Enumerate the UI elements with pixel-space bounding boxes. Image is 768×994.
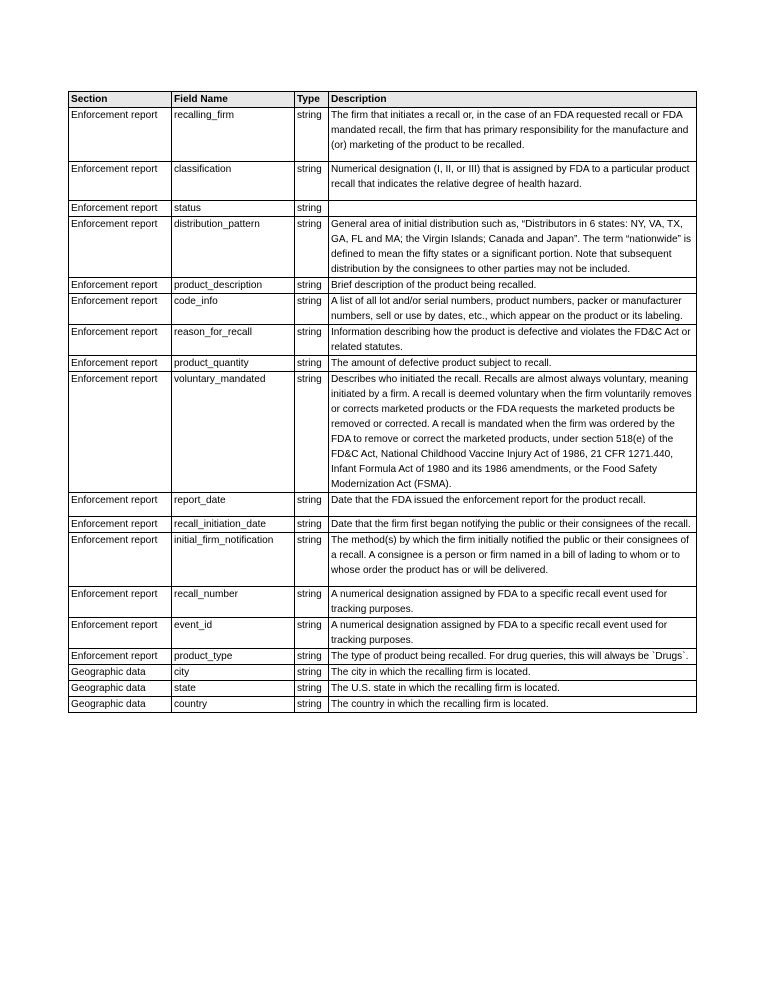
table-row	[69, 356, 697, 372]
cell-description: The city in which the recalling firm is located.	[329, 665, 697, 681]
cell-type: string	[295, 697, 329, 713]
table-row	[69, 325, 697, 356]
cell-section: Enforcement report	[69, 325, 172, 356]
cell-field-name: country	[172, 697, 295, 713]
cell-description: Information describing how the product is defective and violates the FD&C Act or related statutes.	[329, 325, 697, 356]
cell-type: string	[295, 517, 329, 533]
cell-type: string	[295, 278, 329, 294]
cell-section: Enforcement report	[69, 108, 172, 162]
cell-field-name: product_type	[172, 649, 295, 665]
header-section: Section	[69, 92, 172, 108]
cell-field-name: state	[172, 681, 295, 697]
cell-field-name: recall_initiation_date	[172, 517, 295, 533]
table-row	[69, 294, 697, 325]
header-type: Type	[295, 92, 329, 108]
table-row	[69, 618, 697, 649]
table-row	[69, 681, 697, 697]
cell-description: A list of all lot and/or serial numbers, product numbers, packer or manufacturer numbers, sell or use by dates, etc., which appear on the product or its labeling.	[329, 294, 697, 325]
cell-description: The country in which the recalling firm is located.	[329, 697, 697, 713]
cell-description: Describes who initiated the recall. Recalls are almost always voluntary, meaning initiated by a firm. A recall is deemed voluntary when the firm voluntarily removes or corrects marketed products or the FDA requests the marketed products be removed or corrected. A recall is mandated when the firm was ordered by the FDA to remove or correct the marketed products, under section 518(e) of the FD&C Act, National Childhood Vaccine Injury Act of 1986, 21 CFR 1271.440, Infant Formula Act of 1980 and its 1986 amendments, or the Food Safety Modernization Act (FSMA).	[329, 372, 697, 493]
cell-section: Geographic data	[69, 665, 172, 681]
cell-description: Date that the firm first began notifying the public or their consignees of the recall.	[329, 517, 697, 533]
cell-type: string	[295, 356, 329, 372]
cell-type: string	[295, 325, 329, 356]
cell-section: Enforcement report	[69, 587, 172, 618]
cell-type: string	[295, 533, 329, 587]
cell-description	[329, 201, 697, 217]
cell-section: Enforcement report	[69, 356, 172, 372]
cell-section: Enforcement report	[69, 533, 172, 587]
table-row	[69, 493, 697, 517]
table-row	[69, 108, 697, 162]
table-row	[69, 201, 697, 217]
cell-type: string	[295, 618, 329, 649]
table-row	[69, 697, 697, 713]
cell-type: string	[295, 372, 329, 493]
table-row	[69, 217, 697, 278]
cell-type: string	[295, 665, 329, 681]
spreadsheet-page	[68, 91, 696, 713]
table-row	[69, 372, 697, 493]
cell-section: Enforcement report	[69, 217, 172, 278]
cell-field-name: reason_for_recall	[172, 325, 295, 356]
cell-section: Enforcement report	[69, 493, 172, 517]
field-definition-table	[68, 91, 697, 713]
cell-section: Enforcement report	[69, 517, 172, 533]
cell-field-name: code_info	[172, 294, 295, 325]
cell-field-name: distribution_pattern	[172, 217, 295, 278]
cell-section: Enforcement report	[69, 162, 172, 201]
cell-section: Geographic data	[69, 681, 172, 697]
cell-section: Enforcement report	[69, 372, 172, 493]
cell-description: Date that the FDA issued the enforcement report for the product recall.	[329, 493, 697, 517]
cell-description: Brief description of the product being recalled.	[329, 278, 697, 294]
header-description: Description	[329, 92, 697, 108]
cell-field-name: product_description	[172, 278, 295, 294]
cell-field-name: recall_number	[172, 587, 295, 618]
table-row	[69, 665, 697, 681]
cell-section: Enforcement report	[69, 278, 172, 294]
cell-type: string	[295, 217, 329, 278]
header-row	[69, 92, 697, 108]
cell-section: Enforcement report	[69, 294, 172, 325]
cell-field-name: recalling_firm	[172, 108, 295, 162]
cell-type: string	[295, 201, 329, 217]
cell-description: General area of initial distribution such as, “Distributors in 6 states: NY, VA, TX, GA, FL and MA; the Virgin Islands; Canada and Japan”. The term “nationwide” is defined to mean the fifty states or a significant portion. Note that subsequent distribution by the consignees to other parties may not be included.	[329, 217, 697, 278]
cell-type: string	[295, 162, 329, 201]
table-row	[69, 587, 697, 618]
cell-field-name: event_id	[172, 618, 295, 649]
cell-type: string	[295, 587, 329, 618]
cell-type: string	[295, 108, 329, 162]
cell-type: string	[295, 681, 329, 697]
cell-field-name: city	[172, 665, 295, 681]
cell-description: Numerical designation (I, II, or III) that is assigned by FDA to a particular product recall that indicates the relative degree of health hazard.	[329, 162, 697, 201]
cell-type: string	[295, 294, 329, 325]
cell-description: The firm that initiates a recall or, in the case of an FDA requested recall or FDA mandated recall, the firm that has primary responsibility for the manufacture and (or) marketing of the product to be recalled.	[329, 108, 697, 162]
cell-description: The amount of defective product subject to recall.	[329, 356, 697, 372]
cell-section: Enforcement report	[69, 201, 172, 217]
table-row	[69, 278, 697, 294]
cell-section: Geographic data	[69, 697, 172, 713]
table-row	[69, 533, 697, 587]
cell-field-name: product_quantity	[172, 356, 295, 372]
cell-field-name: status	[172, 201, 295, 217]
table-row	[69, 649, 697, 665]
cell-description: The method(s) by which the firm initially notified the public or their consignees of a recall. A consignee is a person or firm named in a bill of lading to whom or to whose order the product has or will be delivered.	[329, 533, 697, 587]
table-row	[69, 517, 697, 533]
header-field-name: Field Name	[172, 92, 295, 108]
cell-field-name: voluntary_mandated	[172, 372, 295, 493]
cell-description: A numerical designation assigned by FDA to a specific recall event used for tracking purposes.	[329, 618, 697, 649]
cell-section: Enforcement report	[69, 649, 172, 665]
cell-type: string	[295, 493, 329, 517]
cell-field-name: initial_firm_notification	[172, 533, 295, 587]
cell-section: Enforcement report	[69, 618, 172, 649]
cell-field-name: report_date	[172, 493, 295, 517]
cell-description: The type of product being recalled. For drug queries, this will always be `Drugs`.	[329, 649, 697, 665]
table-row	[69, 162, 697, 201]
cell-description: A numerical designation assigned by FDA to a specific recall event used for tracking purposes.	[329, 587, 697, 618]
cell-field-name: classification	[172, 162, 295, 201]
cell-type: string	[295, 649, 329, 665]
cell-description: The U.S. state in which the recalling firm is located.	[329, 681, 697, 697]
